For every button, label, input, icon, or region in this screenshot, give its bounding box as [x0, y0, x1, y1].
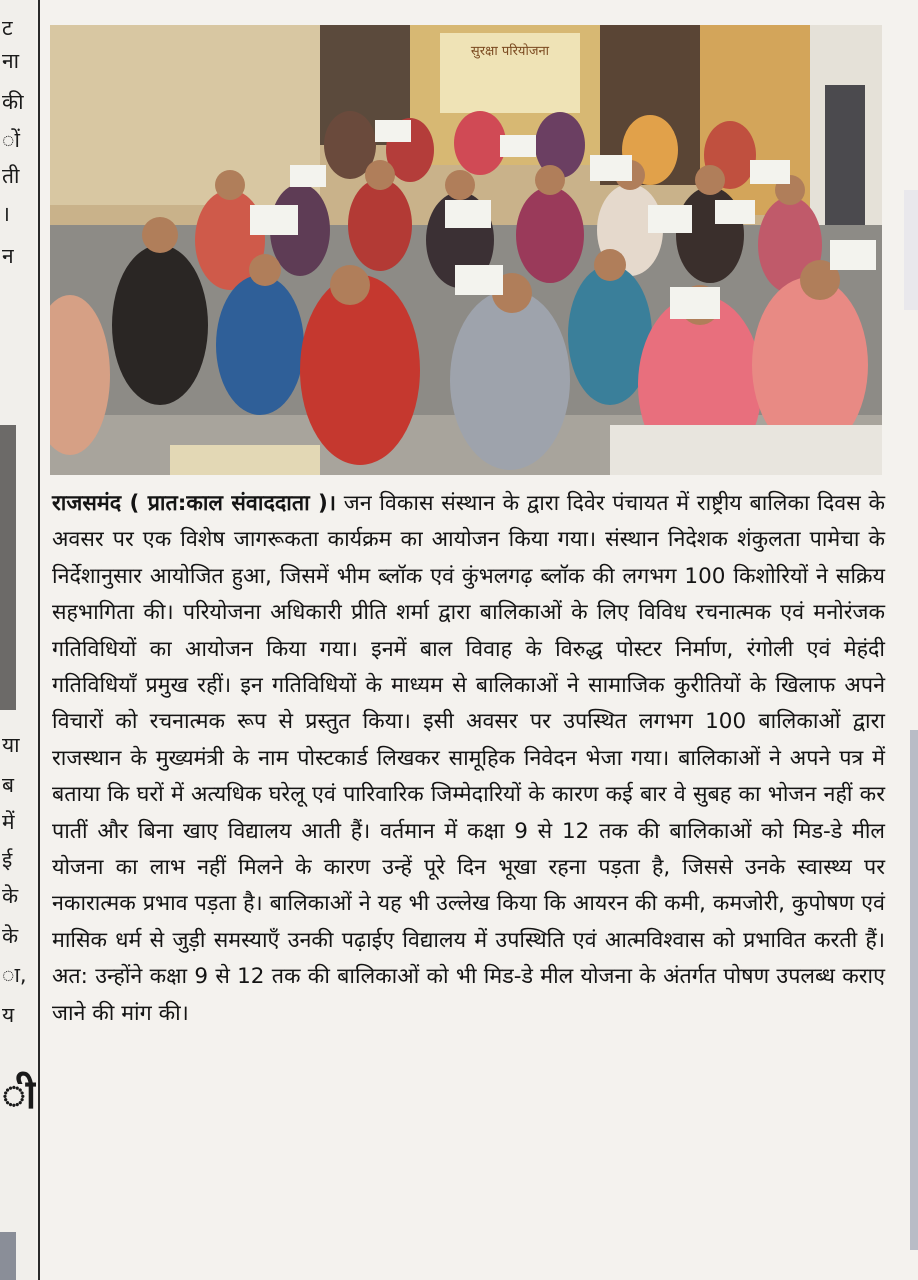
- event-photo: [50, 25, 882, 475]
- left-fragment: ों: [2, 128, 20, 152]
- left-photo-fragment: [0, 1232, 16, 1280]
- left-fragment: ट: [2, 16, 13, 40]
- column-rule: [38, 0, 40, 1280]
- left-fragment: के: [2, 924, 19, 948]
- left-fragment: में: [2, 810, 15, 834]
- left-fragment: न: [2, 244, 14, 268]
- article-body: [52, 486, 885, 1032]
- left-fragment: या: [2, 733, 20, 757]
- left-fragment: के: [2, 884, 19, 908]
- left-photo-fragment: [0, 425, 16, 710]
- cropped-top-line: [60, 0, 620, 8]
- left-neighbor-column: [0, 0, 36, 1280]
- left-fragment: ई: [2, 848, 13, 872]
- left-fragment: ी: [2, 1072, 36, 1118]
- left-fragment: ना: [2, 49, 20, 73]
- right-fragment: [904, 190, 918, 310]
- left-fragment: ा,: [2, 963, 27, 987]
- left-fragment: की: [2, 90, 24, 114]
- right-neighbor-column: [892, 0, 918, 1280]
- article-text: जन विकास संस्थान के द्वारा दिवेर पंचायत में राष्ट्रीय बालिका दिवस के अवसर पर एक विशेष जागरूकता कार्यक्रम का आयोजन किया गया। संस्थान निदेशक शंकुलता पामेचा के निर्देशानुसार आयोजित हुआ, जिसमें भीम ब्लॉक एवं कुंभलगढ़ ब्लॉक की लगभग 100 किशोरियों ने सक्रिय सहभागिता की। परियोजना अधिकारी प्रीति शर्मा द्वारा बालिकाओं के लिए विविध रचनात्मक एवं मनोरंजक गतिविधियों का आयोजन किया गया। इनमें बाल विवाह के विरुद्ध पोस्टर निर्माण, रंगोली एवं मेहंदी गतिविधियाँ प्रमुख रहीं। इन गतिविधियों के माध्यम से बालिकाओं ने सामाजिक कुरीतियों के खिलाफ अपने विचारों को रचनात्मक रूप से प्रस्तुत किया। इसी अवसर पर उपस्थित लगभग 100 बालिकाओं द्वारा राजस्थान के मुख्यमंत्री के नाम पोस्टकार्ड लिखकर सामूहिक निवेदन भेजा गया। बालिकाओं ने अपने पत्र में बताया कि घरों में अत्यधिक घरेलू एवं पारिवारिक जिम्मेदारियों के कारण कई बार वे सुबह का भोजन नहीं कर पातीं और बिना खाए विद्यालय आती हैं। वर्तमान में कक्षा 9 से 12 तक की बालिकाओं को मिड-डे मील योजना का लाभ नहीं मिलने के कारण उन्हें पूरे दिन भूखा रहना पड़ता है, जिससे उनके स्वास्थ्य पर नकारात्मक प्रभाव पड़ता है। बालिकाओं ने यह भी उल्लेख किया कि आयरन की कमी, कमजोरी, कुपोषण एवं मासिक धर्म से जुड़ी समस्याएँ उनकी पढ़ाईए विद्यालय में उपस्थिति एवं आत्मविश्वास को प्रभावित करती हैं। अत: उन्होंने कक्षा 9 से 12 तक की बालिकाओं को भी मिड-डे मील योजना के अंतर्गत पोषण उपलब्ध कराए जाने की मांग की।: [52, 491, 885, 1026]
- left-fragment: य: [2, 1003, 15, 1027]
- banner-text: सुरक्षा परियोजना: [470, 44, 550, 59]
- left-fragment: ।: [2, 202, 10, 226]
- left-fragment: ब: [2, 773, 14, 797]
- right-fragment: [910, 730, 918, 1250]
- dateline: राजसमंद ( प्रात:काल संवाददाता )।: [52, 491, 337, 516]
- left-fragment: ती: [2, 164, 20, 188]
- event-photo-illustration: [50, 25, 882, 475]
